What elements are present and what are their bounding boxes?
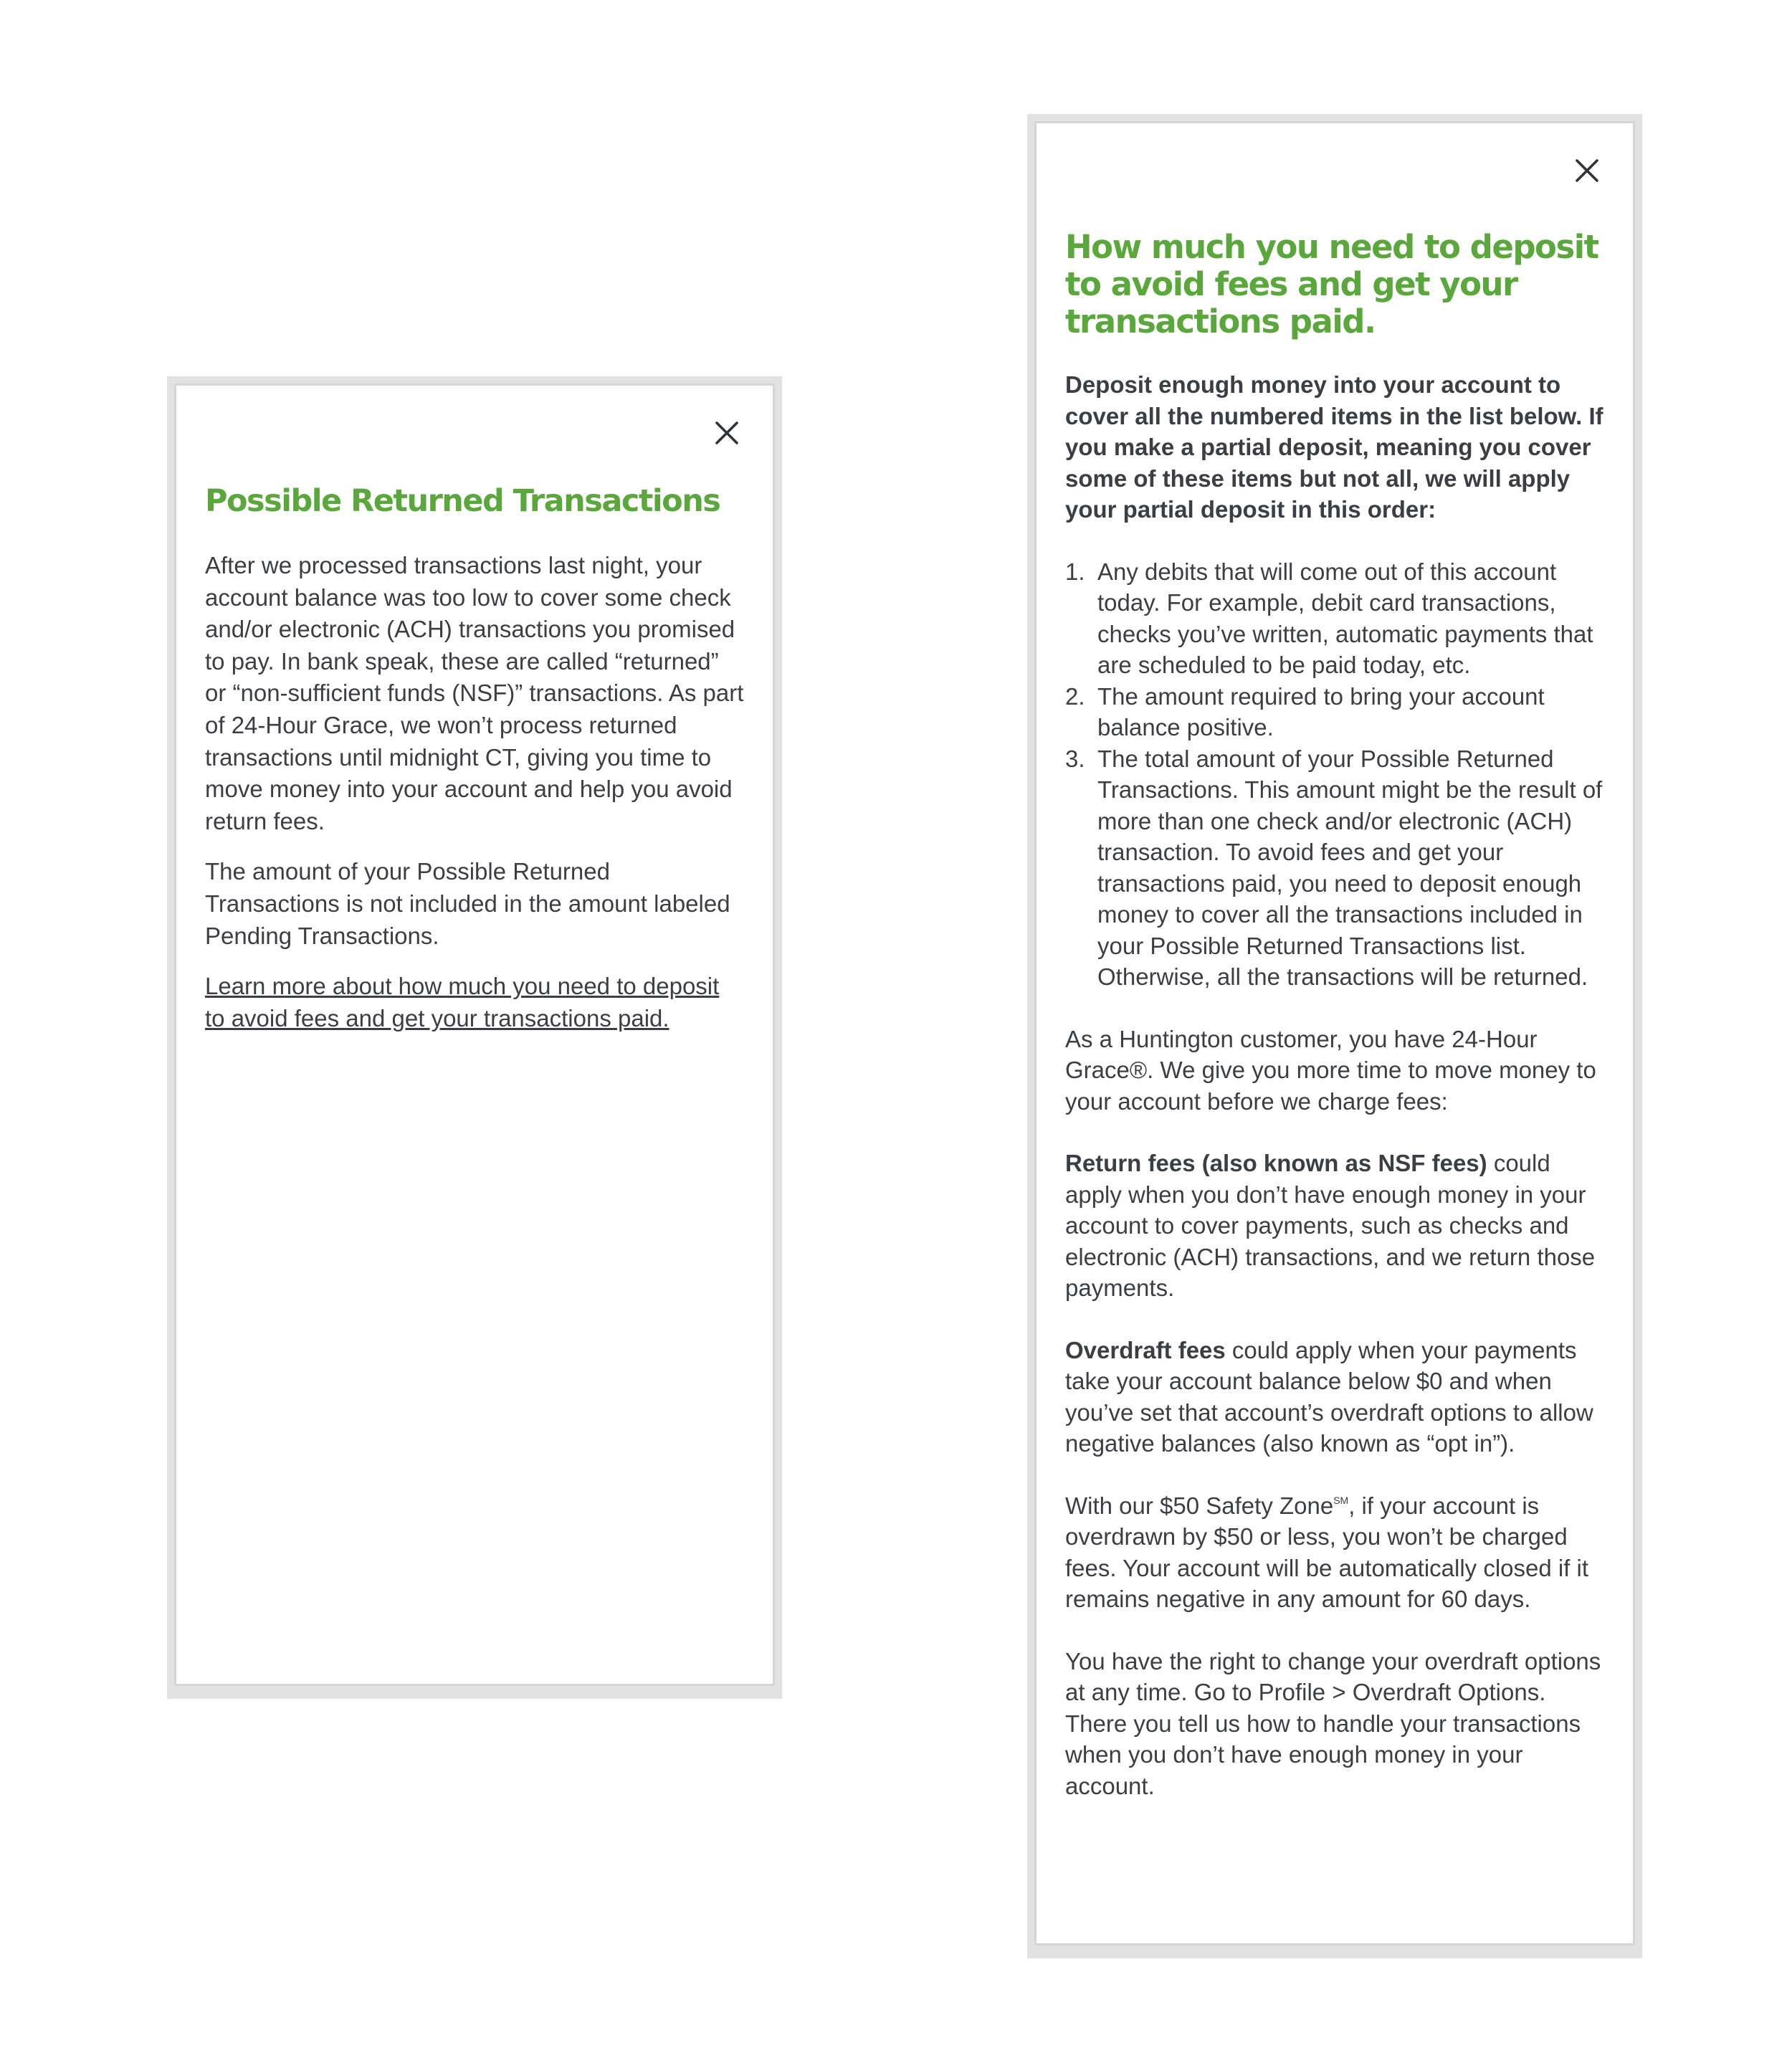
overdraft-rights-paragraph: You have the right to change your overdraft options at any time. Go to Profile > Overdraft Options. There you tell us how to handle your transactions when you don’t have enough money in your account. — [1065, 1647, 1601, 1799]
deposit-order-list — [1065, 556, 1604, 993]
safety-zone-text-after: , if your account is overdrawn by $50 or less, you won’t be charged fees. Your account will be automatically closed if it remains negative in any amount for 60 days. — [1065, 1492, 1589, 1612]
learn-more-link[interactable]: Learn more about how much you need to deposit to avoid fees and get your transactions paid. — [205, 973, 720, 1032]
modal-content — [1065, 229, 1604, 1832]
close-button[interactable] — [708, 414, 745, 452]
close-icon — [1575, 158, 1599, 183]
modal-content — [205, 482, 744, 1034]
deposit-info-modal — [1027, 114, 1642, 1958]
list-item — [1065, 556, 1604, 681]
list-item-text: The total amount of your Possible Returned Transactions. This amount might be the result of more than one check and/or electronic (ACH) transaction. To avoid fees and get your transactions paid, you need to deposit enough money to cover all the transactions included in your Possible Returned Transactions list. Otherwise, all the transactions will be returned. — [1097, 745, 1603, 990]
possible-returned-transactions-modal — [167, 376, 782, 1699]
list-item-number: 1. — [1065, 558, 1085, 585]
overdraft-fees-text: could apply when your payments take your account balance below $0 and when you’ve set that account’s overdraft options to allow negative balances (also known as “opt in”). — [1065, 1336, 1593, 1457]
list-item-text: Any debits that will come out of this account today. For example, debit card transactions, checks you’ve written, automatic payments that are scheduled to be paid today, etc. — [1097, 558, 1593, 678]
overdraft-fees-paragraph — [1065, 1335, 1604, 1459]
service-mark: SM — [1333, 1494, 1349, 1506]
list-item-text: The amount required to bring your account balance positive. — [1097, 682, 1545, 740]
safety-zone-text-before: With our $50 Safety Zone — [1065, 1492, 1334, 1519]
close-button[interactable] — [1568, 152, 1606, 189]
safety-zone-paragraph — [1065, 1490, 1604, 1615]
modal-title: Possible Returned Transactions — [205, 483, 720, 519]
return-fees-paragraph — [1065, 1148, 1604, 1304]
modal-title: How much you need to deposit to avoid fees and get your transactions paid. — [1065, 228, 1598, 340]
modal-card — [1034, 121, 1635, 1945]
list-item-number: 3. — [1065, 745, 1085, 772]
grace-paragraph: As a Huntington customer, you have 24-Hour Grace®. We give you more time to move money to your account before we charge fees: — [1065, 1025, 1596, 1115]
modal-card — [174, 383, 775, 1686]
overdraft-fees-heading: Overdraft fees — [1065, 1336, 1226, 1363]
return-fees-text: could apply when you don’t have enough money in your account to cover payments, such as checks and electronic (ACH) transactions, and we return those payments. — [1065, 1150, 1596, 1301]
pending-note-paragraph: The amount of your Possible Returned Transactions is not included in the amount labeled Pending Transactions. — [205, 858, 730, 949]
list-item — [1065, 681, 1604, 743]
close-icon — [715, 421, 739, 445]
deposit-intro: Deposit enough money into your account to cover all the numbered items in the list below. If you make a partial deposit, meaning you cover some of these items but not all, we will apply your partial deposit in this order: — [1065, 371, 1603, 523]
list-item-number: 2. — [1065, 682, 1085, 710]
list-item — [1065, 743, 1604, 993]
return-fees-heading: Return fees (also known as NSF fees) — [1065, 1150, 1487, 1176]
description-paragraph: After we processed transactions last night, your account balance was too low to cover some check and/or electronic (ACH) transactions you promised to pay. In bank speak, these are called “returned” or “non-sufficient funds (NSF)” transactions. As part of 24-Hour Grace, we won’t process returned transactions until midnight CT, giving you time to move money into your account and help you avoid return fees. — [205, 552, 744, 834]
